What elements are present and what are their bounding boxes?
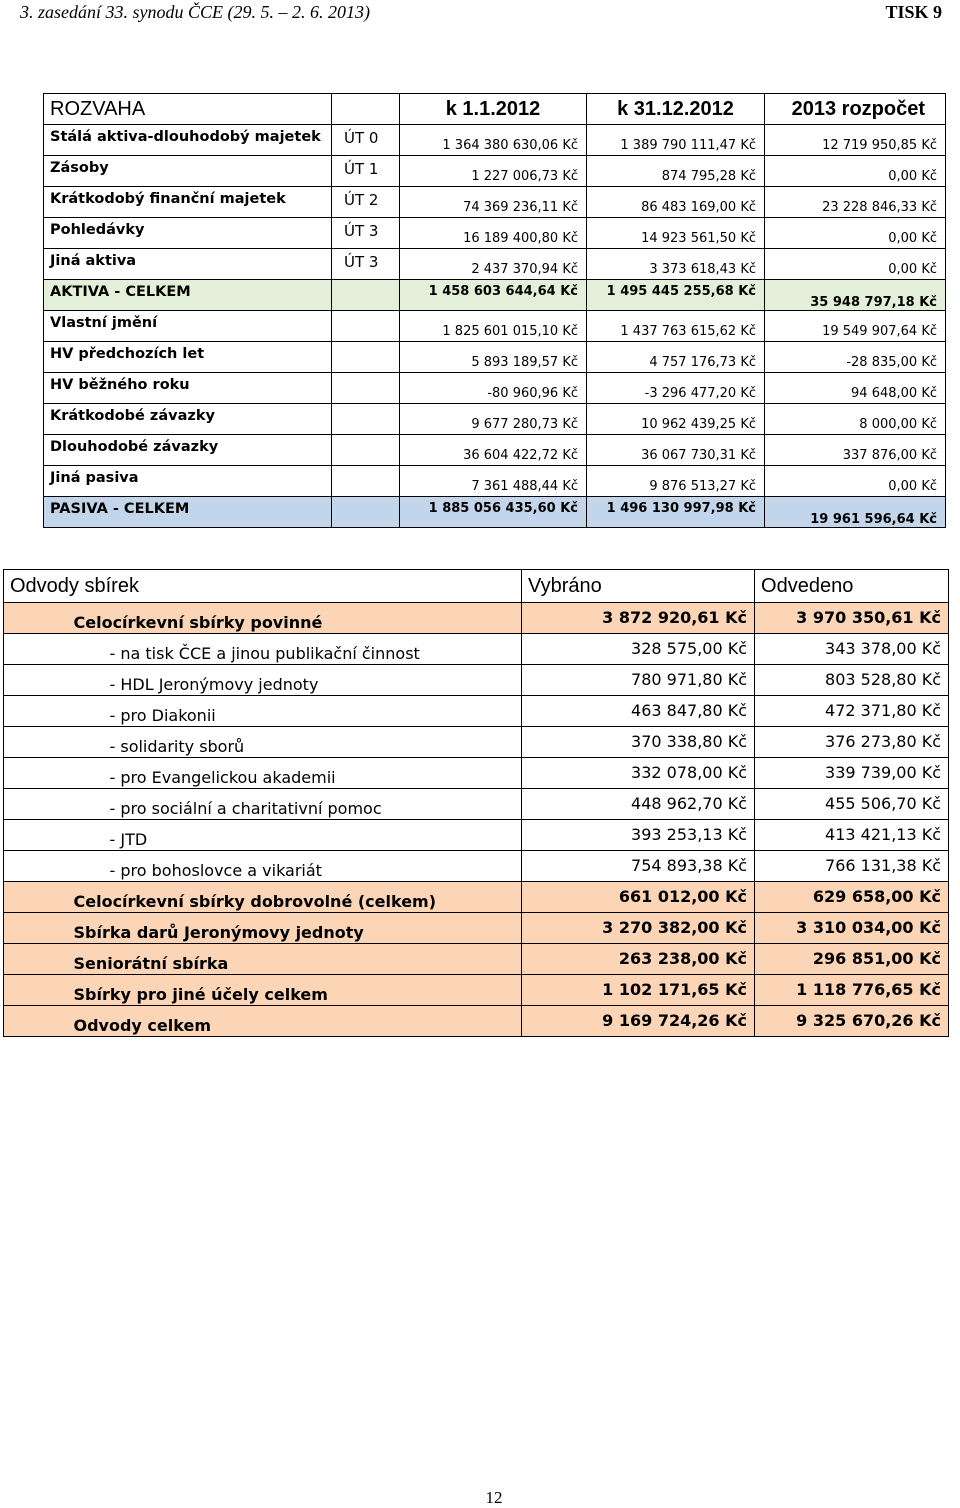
- value-jan: 1 364 380 630,06 Kč: [400, 125, 587, 156]
- liabilities-total-row: [44, 497, 946, 528]
- row-spacer: [4, 1006, 70, 1037]
- table-row: [44, 373, 946, 404]
- value-jan: 9 677 280,73 Kč: [400, 404, 587, 435]
- value-collected: 448 962,70 Kč: [522, 789, 755, 820]
- balance-sheet-table: [43, 93, 946, 528]
- table-row: [44, 125, 946, 156]
- value-jan: 5 893 189,57 Kč: [400, 342, 587, 373]
- value-remitted: 1 118 776,65 Kč: [755, 975, 949, 1006]
- row-code: ÚT 1: [332, 156, 400, 187]
- row-code: [332, 311, 400, 342]
- value-dec: 1 495 445 255,68 Kč: [587, 280, 765, 311]
- value-remitted: 3 970 350,61 Kč: [755, 603, 949, 634]
- value-collected: 3 270 382,00 Kč: [522, 913, 755, 944]
- value-dec: -3 296 477,20 Kč: [587, 373, 765, 404]
- value-remitted: 343 378,00 Kč: [755, 634, 949, 665]
- value-budget: -28 835,00 Kč: [765, 342, 946, 373]
- value-budget: 0,00 Kč: [765, 249, 946, 280]
- value-collected: 661 012,00 Kč: [522, 882, 755, 913]
- row-code: ÚT 3: [332, 218, 400, 249]
- table-row: [4, 634, 949, 665]
- row-label: Celocírkevní sbírky dobrovolné (celkem): [70, 882, 522, 913]
- row-label: - na tisk ČCE a jinou publikační činnost: [70, 634, 522, 665]
- value-budget: 8 000,00 Kč: [765, 404, 946, 435]
- row-label: Seniorátní sbírka: [70, 944, 522, 975]
- value-budget: 0,00 Kč: [765, 218, 946, 249]
- row-code: ÚT 3: [332, 249, 400, 280]
- table-row: [44, 311, 946, 342]
- row-label: - pro sociální a charitativní pomoc: [70, 789, 522, 820]
- table-row: [4, 758, 949, 789]
- row-spacer: [4, 820, 70, 851]
- table-row: [4, 727, 949, 758]
- row-spacer: [4, 913, 70, 944]
- row-label: Celocírkevní sbírky povinné: [70, 603, 522, 634]
- row-label: Dlouhodobé závazky: [44, 435, 332, 466]
- value-remitted: 376 273,80 Kč: [755, 727, 949, 758]
- value-remitted: 413 421,13 Kč: [755, 820, 949, 851]
- value-remitted: 296 851,00 Kč: [755, 944, 949, 975]
- value-collected: 328 575,00 Kč: [522, 634, 755, 665]
- row-spacer: [4, 603, 70, 634]
- row-spacer: [4, 758, 70, 789]
- row-code: ÚT 0: [332, 125, 400, 156]
- row-label: - solidarity sborů: [70, 727, 522, 758]
- row-label: Vlastní jmění: [44, 311, 332, 342]
- row-label: Sbírky pro jiné účely celkem: [70, 975, 522, 1006]
- value-collected: 463 847,80 Kč: [522, 696, 755, 727]
- value-collected: 263 238,00 Kč: [522, 944, 755, 975]
- value-collected: 3 872 920,61 Kč: [522, 603, 755, 634]
- table-row: [44, 218, 946, 249]
- table-row: [4, 851, 949, 882]
- row-code: [332, 435, 400, 466]
- row-label: Sbírka darů Jeronýmovy jednoty: [70, 913, 522, 944]
- assets-total-row: [44, 280, 946, 311]
- value-dec: 9 876 513,27 Kč: [587, 466, 765, 497]
- table-row: [4, 882, 949, 913]
- table-row: [44, 404, 946, 435]
- value-dec: 874 795,28 Kč: [587, 156, 765, 187]
- row-spacer: [4, 975, 70, 1006]
- value-remitted: 766 131,38 Kč: [755, 851, 949, 882]
- row-spacer: [4, 851, 70, 882]
- table-row: [4, 789, 949, 820]
- value-dec: 3 373 618,43 Kč: [587, 249, 765, 280]
- table-row: [4, 944, 949, 975]
- row-label: - JTD: [70, 820, 522, 851]
- row-label: AKTIVA - CELKEM: [44, 280, 332, 311]
- value-jan: 36 604 422,72 Kč: [400, 435, 587, 466]
- table-row: [44, 156, 946, 187]
- row-label: - pro bohoslovce a vikariát: [70, 851, 522, 882]
- row-code: [332, 342, 400, 373]
- value-dec: 86 483 169,00 Kč: [587, 187, 765, 218]
- print-number: TISK 9: [885, 2, 942, 22]
- value-budget: 19 549 907,64 Kč: [765, 311, 946, 342]
- table-row: [4, 696, 949, 727]
- table-row: [44, 435, 946, 466]
- row-code: [332, 466, 400, 497]
- row-code: ÚT 2: [332, 187, 400, 218]
- value-budget: 0,00 Kč: [765, 156, 946, 187]
- row-code: [332, 497, 400, 528]
- row-label: HV předchozích let: [44, 342, 332, 373]
- row-label: Jiná aktiva: [44, 249, 332, 280]
- row-label: HV běžného roku: [44, 373, 332, 404]
- balance-header-blank: [332, 94, 400, 125]
- value-remitted: 339 739,00 Kč: [755, 758, 949, 789]
- value-remitted: 629 658,00 Kč: [755, 882, 949, 913]
- value-dec: 1 496 130 997,98 Kč: [587, 497, 765, 528]
- row-label: Krátkodobé závazky: [44, 404, 332, 435]
- value-budget: 35 948 797,18 Kč: [765, 280, 946, 311]
- row-spacer: [4, 944, 70, 975]
- row-label: - pro Diakonii: [70, 696, 522, 727]
- balance-header-row: [44, 94, 946, 125]
- column-header-remitted: Odvedeno: [755, 570, 949, 603]
- row-label: - pro Evangelickou akademii: [70, 758, 522, 789]
- row-spacer: [4, 665, 70, 696]
- value-remitted: 3 310 034,00 Kč: [755, 913, 949, 944]
- value-dec: 4 757 176,73 Kč: [587, 342, 765, 373]
- table-row: [4, 820, 949, 851]
- row-label: Krátkodobý finanční majetek: [44, 187, 332, 218]
- table-row: [4, 603, 949, 634]
- table-row: [4, 665, 949, 696]
- value-dec: 36 067 730,31 Kč: [587, 435, 765, 466]
- value-jan: 1 227 006,73 Kč: [400, 156, 587, 187]
- value-budget: 337 876,00 Kč: [765, 435, 946, 466]
- value-budget: 0,00 Kč: [765, 466, 946, 497]
- value-jan: 1 458 603 644,64 Kč: [400, 280, 587, 311]
- table-row: [44, 342, 946, 373]
- value-remitted: 9 325 670,26 Kč: [755, 1006, 949, 1037]
- value-collected: 754 893,38 Kč: [522, 851, 755, 882]
- value-dec: 1 389 790 111,47 Kč: [587, 125, 765, 156]
- page-header: [20, 2, 942, 28]
- value-budget: 94 648,00 Kč: [765, 373, 946, 404]
- value-dec: 14 923 561,50 Kč: [587, 218, 765, 249]
- row-label: Jiná pasiva: [44, 466, 332, 497]
- row-label: Stálá aktiva-dlouhodobý majetek: [44, 125, 332, 156]
- row-code: [332, 404, 400, 435]
- table-row: [44, 466, 946, 497]
- column-header-dec: k 31.12.2012: [587, 94, 765, 125]
- value-dec: 10 962 439,25 Kč: [587, 404, 765, 435]
- row-code: [332, 280, 400, 311]
- value-collected: 780 971,80 Kč: [522, 665, 755, 696]
- table-row: [44, 187, 946, 218]
- value-dec: 1 437 763 615,62 Kč: [587, 311, 765, 342]
- collections-header-row: [4, 570, 949, 603]
- value-budget: 19 961 596,64 Kč: [765, 497, 946, 528]
- page-number: 12: [485, 1488, 503, 1507]
- value-remitted: 803 528,80 Kč: [755, 665, 949, 696]
- row-label: PASIVA - CELKEM: [44, 497, 332, 528]
- value-collected: 370 338,80 Kč: [522, 727, 755, 758]
- collections-title: Odvody sbírek: [4, 570, 522, 603]
- column-header-budget: 2013 rozpočet: [765, 94, 946, 125]
- row-label: Odvody celkem: [70, 1006, 522, 1037]
- value-collected: 9 169 724,26 Kč: [522, 1006, 755, 1037]
- row-spacer: [4, 882, 70, 913]
- value-remitted: 472 371,80 Kč: [755, 696, 949, 727]
- value-budget: 12 719 950,85 Kč: [765, 125, 946, 156]
- row-spacer: [4, 696, 70, 727]
- collections-table: [3, 569, 949, 1037]
- synod-session-title: 3. zasedání 33. synodu ČCE (29. 5. – 2. 6. 2013): [20, 2, 370, 22]
- row-label: Pohledávky: [44, 218, 332, 249]
- column-header-jan: k 1.1.2012: [400, 94, 587, 125]
- table-row: [4, 975, 949, 1006]
- value-jan: 2 437 370,94 Kč: [400, 249, 587, 280]
- table-row: [44, 249, 946, 280]
- value-jan: 16 189 400,80 Kč: [400, 218, 587, 249]
- row-spacer: [4, 727, 70, 758]
- row-spacer: [4, 789, 70, 820]
- value-remitted: 455 506,70 Kč: [755, 789, 949, 820]
- value-jan: 1 885 056 435,60 Kč: [400, 497, 587, 528]
- value-jan: 1 825 601 015,10 Kč: [400, 311, 587, 342]
- table-row: [4, 913, 949, 944]
- row-spacer: [4, 634, 70, 665]
- row-label: Zásoby: [44, 156, 332, 187]
- balance-title: ROZVAHA: [44, 94, 332, 125]
- value-jan: 74 369 236,11 Kč: [400, 187, 587, 218]
- value-collected: 393 253,13 Kč: [522, 820, 755, 851]
- value-collected: 332 078,00 Kč: [522, 758, 755, 789]
- collections-total-row: [4, 1006, 949, 1037]
- column-header-collected: Vybráno: [522, 570, 755, 603]
- row-code: [332, 373, 400, 404]
- value-jan: 7 361 488,44 Kč: [400, 466, 587, 497]
- value-budget: 23 228 846,33 Kč: [765, 187, 946, 218]
- value-jan: -80 960,96 Kč: [400, 373, 587, 404]
- value-collected: 1 102 171,65 Kč: [522, 975, 755, 1006]
- row-label: - HDL Jeronýmovy jednoty: [70, 665, 522, 696]
